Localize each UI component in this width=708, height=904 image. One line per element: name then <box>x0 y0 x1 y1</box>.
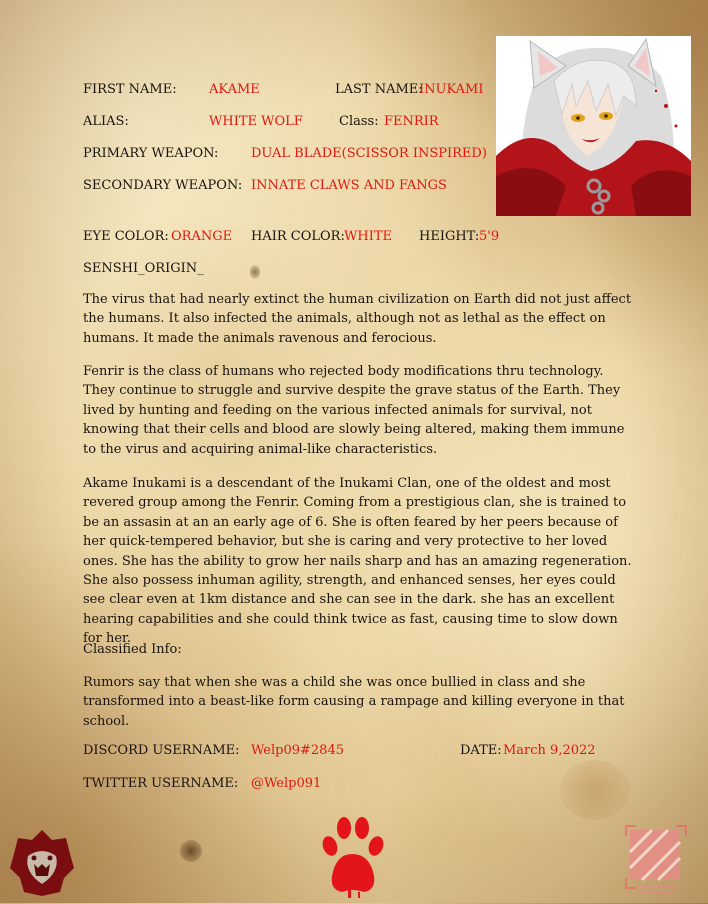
classified-heading: Classified Info: <box>83 642 182 657</box>
paper-stain <box>250 265 260 279</box>
date-label: DATE: <box>460 743 502 758</box>
class-value: FENRIR <box>384 114 439 129</box>
origin-paragraph-1: The virus that had nearly extinct the human civilization on Earth did not just affect the humans. It also infected the animals, although not as lethal as the effect on humans. It made the animals ravenous and ferocious. <box>83 292 632 346</box>
height-label: HEIGHT: <box>419 229 480 244</box>
character-portrait <box>496 36 691 216</box>
paper-stain <box>560 760 630 820</box>
red-paw-print-icon <box>318 814 386 900</box>
class-label: Class: <box>339 114 379 129</box>
origin-paragraph-3: Akame Inukami is a descendant of the Inukami Clan, one of the oldest and most revered group among the Fenrir. Coming from a prestigious clan, she is trained to be an assasin at an an early age of 6. She is often feared by her peers because of her quick-tempered behavior, but she is caring and very protective to her loved ones. She has the ability to grow her nails sharp and has an amazing regeneration. She also possess inhuman agility, strength, and enhanced senses, her eyes could see clear even at 1km distance and she can see in the dark. she has an excellent hearing capabilities and she could think twice as fast, causing time to slow down for her. <box>83 476 632 647</box>
origin-heading: SENSHI_ORIGIN_ <box>83 261 204 276</box>
stamp-logo-icon <box>622 822 690 898</box>
hair-color-label: HAIR COLOR: <box>251 229 345 244</box>
twitter-value: @Welp091 <box>251 776 322 791</box>
discord-value: Welp09#2845 <box>251 743 344 758</box>
primary-weapon-value: DUAL BLADE(SCISSOR INSPIRED) <box>251 146 487 161</box>
hair-color-value: WHITE <box>344 229 392 244</box>
alias-value: WHITE WOLF <box>209 114 303 129</box>
secondary-weapon-label: SECONDARY WEAPON: <box>83 178 243 193</box>
height-value: 5'9 <box>479 229 500 244</box>
discord-label: DISCORD USERNAME: <box>83 743 240 758</box>
last-name-label: LAST NAME: <box>335 82 423 97</box>
eye-color-label: EYE COLOR: <box>83 229 169 244</box>
origin-paragraph-2: Fenrir is the class of humans who rejected body modifications thru technology. They continue to struggle and survive despite the grave status of the Earth. They lived by hunting and feeding on the various infected animals for survival, not knowing that their cells and blood are slowly being altered, making them immune to the virus and acquiring animal-like characteristics. <box>83 364 625 457</box>
secondary-weapon-value: INNATE CLAWS AND FANGS <box>251 178 447 193</box>
twitter-label: TWITTER USERNAME: <box>83 776 239 791</box>
date-value: March 9,2022 <box>503 743 596 758</box>
beast-crest-icon <box>8 828 76 898</box>
classified-text: Rumors say that when she was a child she was once bullied in class and she transformed into a beast-like form causing a rampage and killing everyone in that school. <box>83 675 625 729</box>
first-name-value: AKAME <box>209 82 260 97</box>
first-name-label: FIRST NAME: <box>83 82 177 97</box>
primary-weapon-label: PRIMARY WEAPON: <box>83 146 219 161</box>
paper-stain <box>180 840 202 862</box>
eye-color-value: ORANGE <box>171 229 233 244</box>
alias-label: ALIAS: <box>83 114 129 129</box>
last-name-value: INUKAMI <box>419 82 484 97</box>
